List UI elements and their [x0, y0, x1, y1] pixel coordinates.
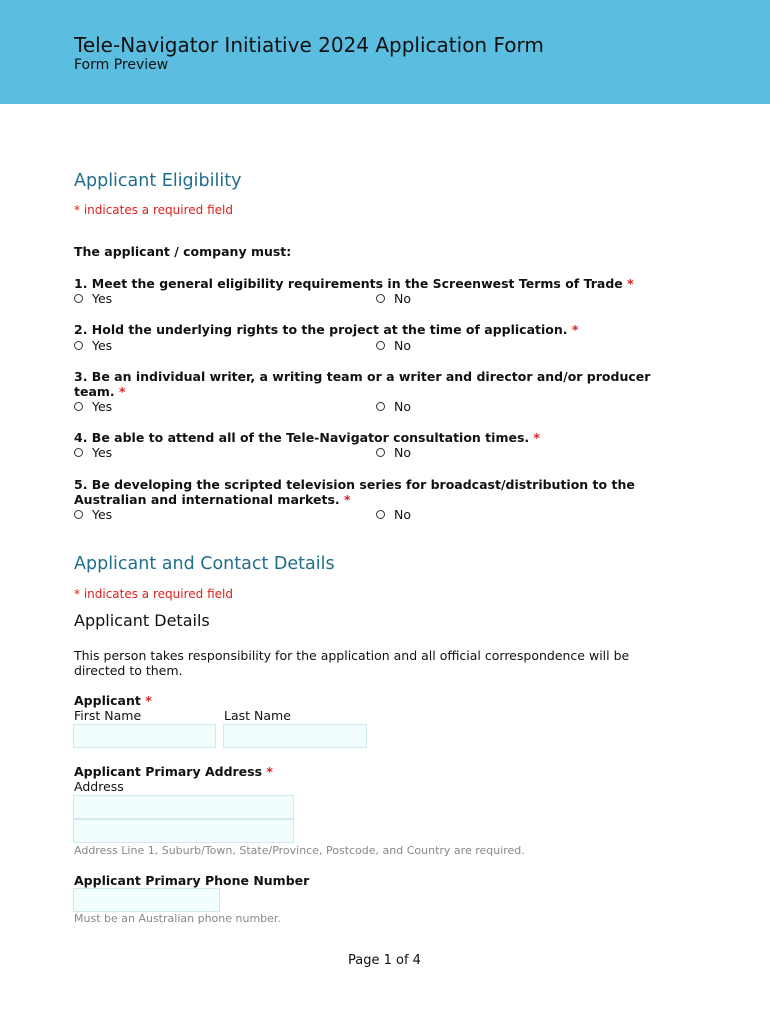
q1-yes-radio[interactable] [74, 291, 112, 306]
required-star: * [266, 764, 273, 779]
address-line-1-input[interactable] [73, 795, 294, 819]
eligibility-question-1 [74, 276, 694, 291]
applicant-label-row [74, 693, 152, 708]
radio-label: Yes [92, 291, 113, 306]
radio-circle-icon [74, 510, 83, 519]
contact-section-title: Applicant and Contact Details [74, 554, 335, 574]
q1-no-radio[interactable] [376, 291, 411, 306]
required-star: * [344, 492, 351, 507]
radio-circle-icon [376, 402, 385, 411]
required-star: * [627, 276, 634, 291]
applicant-details-title: Applicant Details [74, 611, 210, 630]
phone-heading: Applicant Primary Phone Number [74, 873, 310, 888]
q2-no-radio[interactable] [376, 338, 411, 353]
first-name-input[interactable] [73, 724, 216, 748]
radio-label: Yes [92, 445, 113, 460]
radio-label: No [394, 399, 411, 414]
radio-circle-icon [376, 341, 385, 350]
last-name-label: Last Name [224, 708, 291, 723]
applicant-label: Applicant [74, 693, 141, 708]
radio-label: No [394, 507, 411, 522]
address-line-2-input[interactable] [73, 819, 294, 843]
radio-circle-icon [376, 294, 385, 303]
question-text: 1. Meet the general eligibility requirements in the Screenwest Terms of Trade [74, 276, 623, 291]
required-star: * [533, 430, 541, 445]
question-text: 2. Hold the underlying rights to the project at the time of application. [74, 322, 568, 337]
q4-no-radio[interactable] [376, 445, 411, 460]
first-name-label: First Name [74, 708, 142, 723]
address-hint: Address Line 1, Suburb/Town, State/Province, Postcode, and Country are required. [74, 844, 525, 857]
required-star: * [119, 384, 126, 399]
form-subtitle: Form Preview [74, 57, 169, 73]
eligibility-question-4 [74, 430, 694, 445]
form-header [0, 0, 770, 104]
eligibility-question-2 [74, 322, 694, 337]
address-heading-row [74, 764, 273, 779]
applicant-details-description: This person takes responsibility for the application and all official correspondence will be directed to them. [74, 648, 630, 678]
radio-circle-icon [74, 448, 83, 457]
phone-hint: Must be an Australian phone number. [74, 912, 281, 925]
q5-no-radio[interactable] [376, 507, 411, 522]
eligibility-intro: The applicant / company must: [74, 244, 292, 259]
eligibility-required-note: * indicates a required field [74, 203, 233, 217]
eligibility-section-title: Applicant Eligibility [74, 171, 242, 191]
contact-required-note: * indicates a required field [74, 587, 233, 601]
phone-input[interactable] [73, 888, 220, 912]
radio-circle-icon [376, 448, 385, 457]
eligibility-question-3 [74, 369, 694, 399]
radio-label: No [394, 338, 411, 353]
address-label: Address [74, 779, 124, 794]
radio-circle-icon [74, 341, 83, 350]
required-star: * [571, 322, 579, 337]
last-name-input[interactable] [223, 724, 367, 748]
question-text: 3. Be an individual writer, a writing team or a writer and director and/or producer team. [74, 369, 651, 399]
radio-circle-icon [74, 294, 83, 303]
eligibility-question-5 [74, 477, 694, 507]
page-indicator: Page 1 of 4 [348, 953, 421, 968]
question-text: 5. Be developing the scripted television series for broadcast/distribution to the Australian and international markets. [74, 477, 635, 507]
q2-yes-radio[interactable] [74, 338, 112, 353]
radio-circle-icon [376, 510, 385, 519]
form-title: Tele-Navigator Initiative 2024 Application Form [74, 33, 544, 57]
radio-label: Yes [92, 507, 113, 522]
radio-circle-icon [74, 402, 83, 411]
radio-label: No [394, 291, 411, 306]
radio-label: No [394, 445, 411, 460]
question-text: 4. Be able to attend all of the Tele-Navigator consultation times. [74, 430, 530, 445]
q3-no-radio[interactable] [376, 399, 411, 414]
q5-yes-radio[interactable] [74, 507, 112, 522]
radio-label: Yes [92, 338, 113, 353]
radio-label: Yes [92, 399, 113, 414]
address-heading: Applicant Primary Address [74, 764, 263, 779]
required-star: * [145, 693, 152, 708]
q3-yes-radio[interactable] [74, 399, 112, 414]
q4-yes-radio[interactable] [74, 445, 112, 460]
